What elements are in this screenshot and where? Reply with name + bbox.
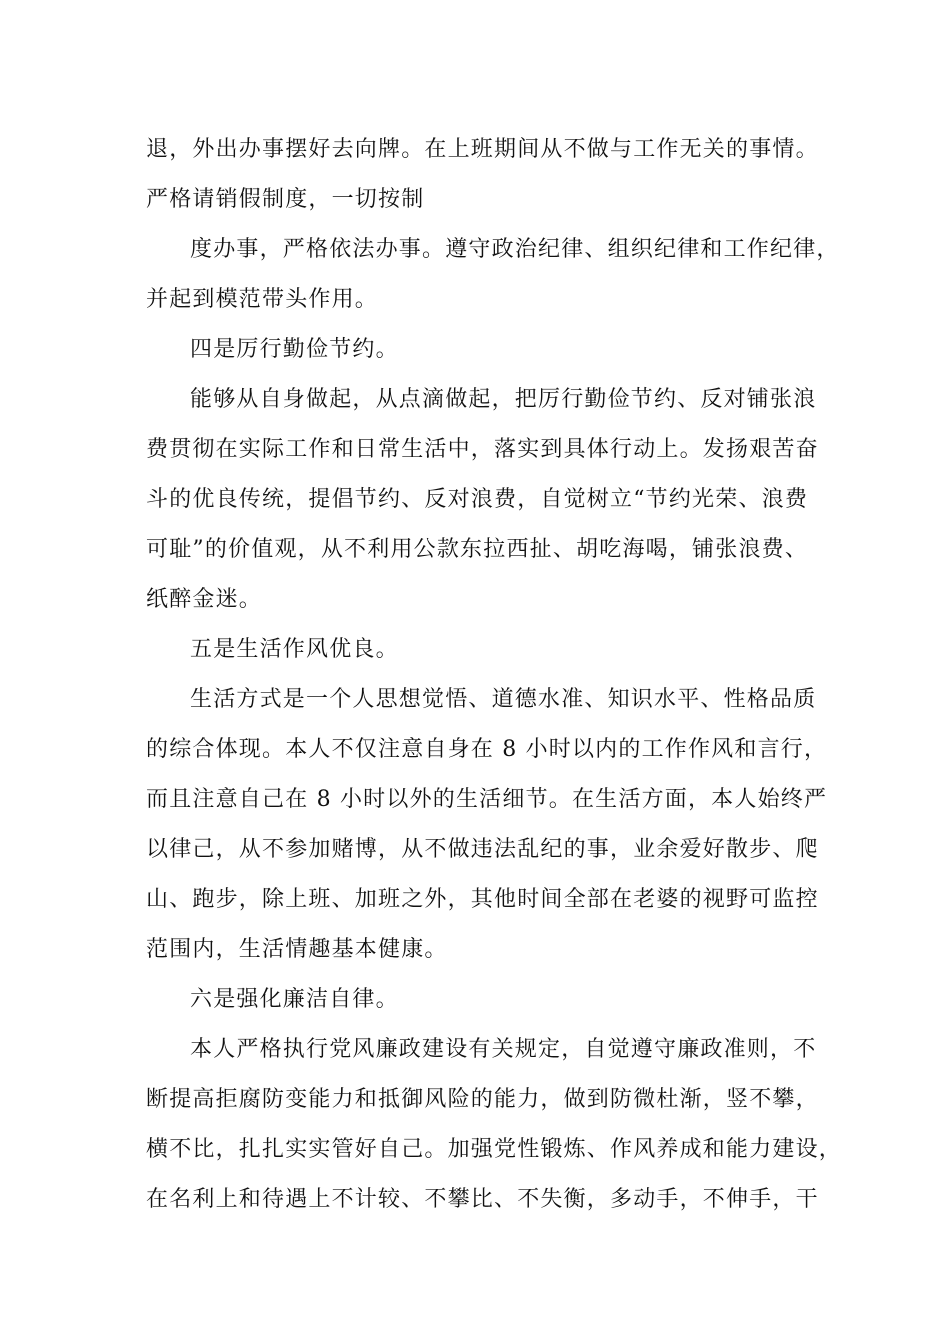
text-line: 纸醉金迷。: [146, 587, 263, 612]
text-line: 可耻”的价值观，从不利用公款东拉西扯、胡吃海喝，铺张浪费、: [146, 537, 809, 562]
paragraph-first-line: 度办事，严格依法办事。遵守政治纪律、组织纪律和工作纪律，: [190, 237, 840, 262]
text-line: 断提高拒腐防变能力和抵御风险的能力，做到防微杜渐，竖不攀，: [146, 1087, 819, 1112]
text-line: 山、跑步，除上班、加班之外，其他时间全部在老婆的视野可监控: [146, 887, 819, 912]
paragraph-first-line: 本人严格执行党风廉政建设有关规定，自觉遵守廉政准则，不: [190, 1037, 817, 1062]
text-line: 以律己，从不参加赌博，从不做违法乱纪的事，业余爱好散步、爬: [146, 837, 819, 862]
text-line: 斗的优良传统，提倡节约、反对浪费，自觉树立“节约光荣、浪费: [146, 487, 809, 512]
text-line: 并起到模范带头作用。: [146, 287, 379, 312]
text-line: 范围内，生活情趣基本健康。: [146, 937, 448, 962]
paragraph-first-line: 能够从自身做起，从点滴做起，把厉行勤俭节约、反对铺张浪: [190, 387, 817, 412]
text-line: 退，外出办事摆好去向牌。在上班期间从不做与工作无关的事情。: [146, 137, 819, 162]
section-heading: 六是强化廉洁自律。: [190, 987, 399, 1012]
text-line: 费贯彻在实际工作和日常生活中，落实到具体行动上。发扬艰苦奋: [146, 437, 819, 462]
section-heading: 四是厉行勤俭节约。: [190, 337, 399, 362]
text-line: 在名利上和待遇上不计较、不攀比、不失衡，多动手，不伸手，干: [146, 1187, 819, 1212]
paragraph-first-line: 生活方式是一个人思想觉悟、道德水准、知识水平、性格品质: [190, 687, 817, 712]
text-line: 而且注意自己在 8 小时以外的生活细节。在生活方面，本人始终严: [146, 787, 828, 812]
text-line: 严格请销假制度，一切按制: [146, 187, 425, 212]
text-line: 横不比，扎扎实实管好自己。加强党性锻炼、作风养成和能力建设，: [146, 1137, 843, 1162]
text-line: 的综合体现。本人不仅注意自身在 8 小时以内的工作作风和言行，: [146, 737, 828, 762]
section-heading: 五是生活作风优良。: [190, 637, 399, 662]
